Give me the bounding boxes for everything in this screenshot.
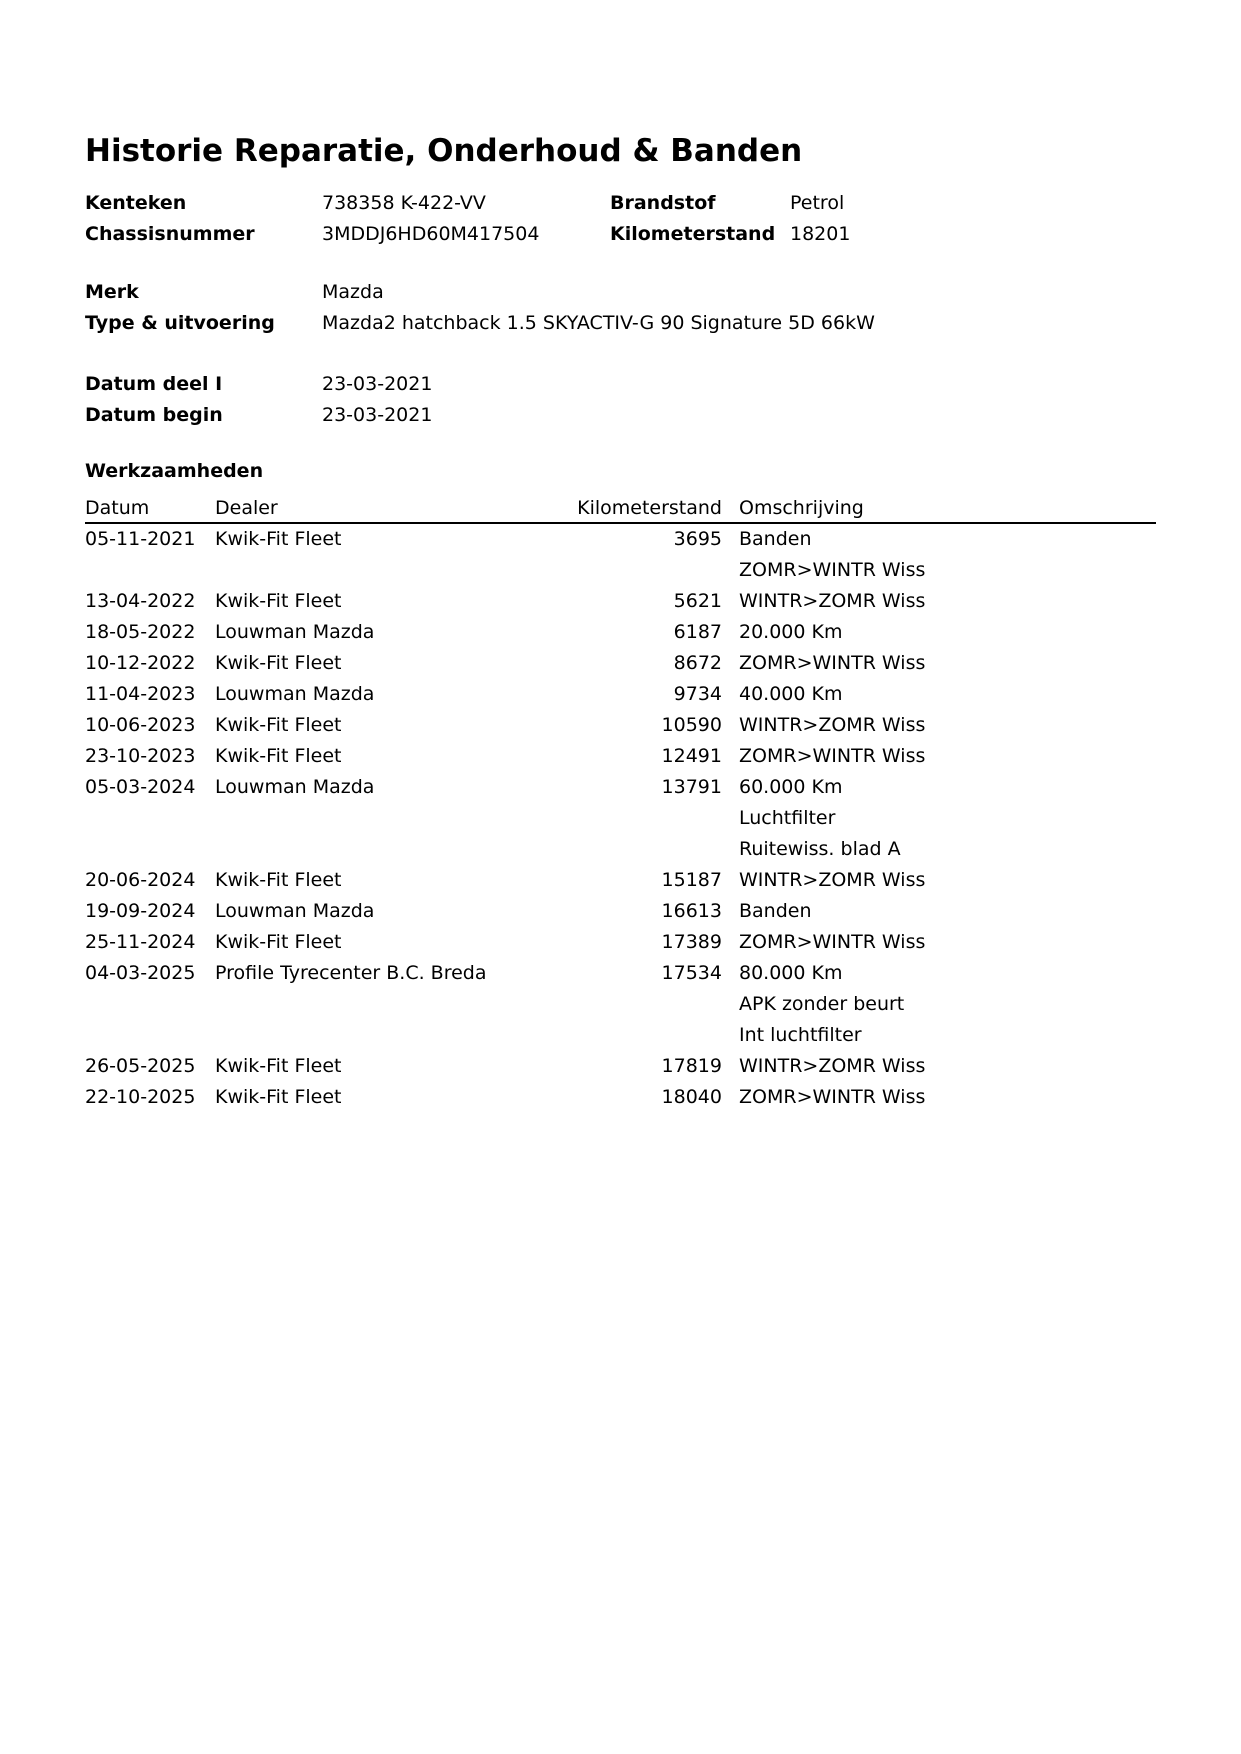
page-title: Historie Reparatie, Onderhoud & Banden xyxy=(85,132,803,169)
entry-kilometerstand: 15187 xyxy=(661,869,722,891)
entry-kilometerstand: 10590 xyxy=(661,714,722,736)
entry-datum: 05-03-2024 xyxy=(85,776,196,798)
entry-omschrijving xyxy=(722,586,1156,617)
entry-omschrijving xyxy=(722,896,1156,927)
entry-kilometerstand: 6187 xyxy=(673,621,722,643)
kenteken-value: 738358 K-422-VV xyxy=(322,192,486,214)
entry-datum: 18-05-2022 xyxy=(85,621,196,643)
info-row-kenteken-brandstof xyxy=(85,188,1156,219)
table-row xyxy=(85,648,1156,679)
table-row xyxy=(85,586,1156,617)
omschrijving-line: Banden xyxy=(739,528,812,550)
entry-kilometerstand: 17534 xyxy=(661,962,722,984)
entry-dealer: Kwik-Fit Fleet xyxy=(215,590,342,612)
entry-dealer: Kwik-Fit Fleet xyxy=(215,528,342,550)
vehicle-make-section xyxy=(85,277,1156,339)
omschrijving-line: ZOMR>WINTR Wiss xyxy=(739,745,926,767)
entry-dealer: Kwik-Fit Fleet xyxy=(215,931,342,953)
werkzaamheden-heading: Werkzaamheden xyxy=(85,460,264,482)
datum-deel-label: Datum deel I xyxy=(85,373,223,395)
entry-kilometerstand: 9734 xyxy=(673,683,722,705)
table-row xyxy=(85,617,1156,648)
kilometerstand-label: Kilometerstand xyxy=(610,223,776,245)
info-row-merk xyxy=(85,277,1156,308)
entry-dealer: Louwman Mazda xyxy=(215,621,375,643)
table-row xyxy=(85,927,1156,958)
omschrijving-line: WINTR>ZOMR Wiss xyxy=(739,714,926,736)
omschrijving-line: Int luchtfilter xyxy=(739,1024,862,1046)
table-row xyxy=(85,679,1156,710)
entry-omschrijving xyxy=(722,679,1156,710)
entry-datum: 25-11-2024 xyxy=(85,931,196,953)
entry-kilometerstand: 5621 xyxy=(673,590,722,612)
merk-value: Mazda xyxy=(322,281,384,303)
kilometerstand-value: 18201 xyxy=(790,223,851,245)
omschrijving-line: Ruitewiss. blad A xyxy=(739,838,901,860)
type-value: Mazda2 hatchback 1.5 SKYACTIV-G 90 Signature 5D 66kW xyxy=(322,312,875,334)
chassisnummer-value: 3MDDJ6HD60M417504 xyxy=(322,223,540,245)
entry-kilometerstand: 8672 xyxy=(673,652,722,674)
werkzaamheden-rows xyxy=(85,524,1156,1113)
table-row xyxy=(85,741,1156,772)
kenteken-label: Kenteken xyxy=(85,192,187,214)
entry-dealer: Kwik-Fit Fleet xyxy=(215,714,342,736)
entry-kilometerstand: 12491 xyxy=(661,745,722,767)
entry-kilometerstand: 17819 xyxy=(661,1055,722,1077)
entry-dealer: Louwman Mazda xyxy=(215,683,375,705)
omschrijving-line: Banden xyxy=(739,900,812,922)
entry-dealer: Kwik-Fit Fleet xyxy=(215,652,342,674)
brandstof-value: Petrol xyxy=(790,192,845,214)
omschrijving-line: 80.000 Km xyxy=(739,962,843,984)
entry-dealer: Louwman Mazda xyxy=(215,776,375,798)
omschrijving-line: APK zonder beurt xyxy=(739,993,905,1015)
header-kilometerstand: Kilometerstand xyxy=(577,497,722,519)
werkzaamheden-table xyxy=(85,494,1156,1113)
omschrijving-line: ZOMR>WINTR Wiss xyxy=(739,931,926,953)
header-datum: Datum xyxy=(85,497,150,519)
entry-omschrijving xyxy=(722,958,1156,1051)
entry-kilometerstand: 3695 xyxy=(673,528,722,550)
omschrijving-line: WINTR>ZOMR Wiss xyxy=(739,869,926,891)
entry-omschrijving xyxy=(722,927,1156,958)
entry-omschrijving xyxy=(722,1082,1156,1113)
header-omschrijving: Omschrijving xyxy=(739,497,864,519)
omschrijving-line: 20.000 Km xyxy=(739,621,843,643)
entry-omschrijving xyxy=(722,617,1156,648)
omschrijving-line: ZOMR>WINTR Wiss xyxy=(739,652,926,674)
entry-dealer: Kwik-Fit Fleet xyxy=(215,1086,342,1108)
entry-datum: 20-06-2024 xyxy=(85,869,196,891)
entry-dealer: Profile Tyrecenter B.C. Breda xyxy=(215,962,487,984)
info-row-chassis-kilometerstand xyxy=(85,219,1156,250)
entry-kilometerstand: 16613 xyxy=(661,900,722,922)
entry-omschrijving xyxy=(722,741,1156,772)
merk-label: Merk xyxy=(85,281,139,303)
entry-datum: 26-05-2025 xyxy=(85,1055,196,1077)
table-row xyxy=(85,1051,1156,1082)
entry-datum: 19-09-2024 xyxy=(85,900,196,922)
entry-omschrijving xyxy=(722,865,1156,896)
vehicle-dates-section xyxy=(85,369,1156,431)
entry-omschrijving xyxy=(722,772,1156,865)
table-row xyxy=(85,772,1156,865)
table-row xyxy=(85,524,1156,586)
table-row xyxy=(85,1082,1156,1113)
entry-dealer: Kwik-Fit Fleet xyxy=(215,1055,342,1077)
entry-dealer: Louwman Mazda xyxy=(215,900,375,922)
entry-omschrijving xyxy=(722,710,1156,741)
info-row-datum-begin xyxy=(85,400,1156,431)
entry-datum: 05-11-2021 xyxy=(85,528,196,550)
entry-kilometerstand: 18040 xyxy=(661,1086,722,1108)
entry-datum: 10-12-2022 xyxy=(85,652,196,674)
vehicle-id-section xyxy=(85,188,1156,250)
omschrijving-line: Luchtfilter xyxy=(739,807,836,829)
table-row xyxy=(85,958,1156,1051)
header-dealer: Dealer xyxy=(215,497,278,519)
entry-omschrijving xyxy=(722,1051,1156,1082)
omschrijving-line: WINTR>ZOMR Wiss xyxy=(739,1055,926,1077)
entry-datum: 04-03-2025 xyxy=(85,962,196,984)
chassisnummer-label: Chassisnummer xyxy=(85,223,255,245)
info-row-type xyxy=(85,308,1156,339)
info-row-datum-deel xyxy=(85,369,1156,400)
werkzaamheden-table-header xyxy=(85,494,1156,524)
entry-datum: 13-04-2022 xyxy=(85,590,196,612)
type-label: Type & uitvoering xyxy=(85,312,275,334)
datum-begin-value: 23-03-2021 xyxy=(322,404,433,426)
datum-begin-label: Datum begin xyxy=(85,404,223,426)
entry-kilometerstand: 13791 xyxy=(661,776,722,798)
entry-dealer: Kwik-Fit Fleet xyxy=(215,745,342,767)
omschrijving-line: 40.000 Km xyxy=(739,683,843,705)
entry-omschrijving xyxy=(722,524,1156,586)
entry-datum: 22-10-2025 xyxy=(85,1086,196,1108)
entry-datum: 23-10-2023 xyxy=(85,745,196,767)
table-row xyxy=(85,710,1156,741)
entry-kilometerstand: 17389 xyxy=(661,931,722,953)
omschrijving-line: 60.000 Km xyxy=(739,776,843,798)
datum-deel-value: 23-03-2021 xyxy=(322,373,433,395)
omschrijving-line: ZOMR>WINTR Wiss xyxy=(739,559,926,581)
brandstof-label: Brandstof xyxy=(610,192,716,214)
omschrijving-line: ZOMR>WINTR Wiss xyxy=(739,1086,926,1108)
entry-omschrijving xyxy=(722,648,1156,679)
entry-datum: 11-04-2023 xyxy=(85,683,196,705)
table-row xyxy=(85,865,1156,896)
entry-dealer: Kwik-Fit Fleet xyxy=(215,869,342,891)
entry-datum: 10-06-2023 xyxy=(85,714,196,736)
table-row xyxy=(85,896,1156,927)
omschrijving-line: WINTR>ZOMR Wiss xyxy=(739,590,926,612)
